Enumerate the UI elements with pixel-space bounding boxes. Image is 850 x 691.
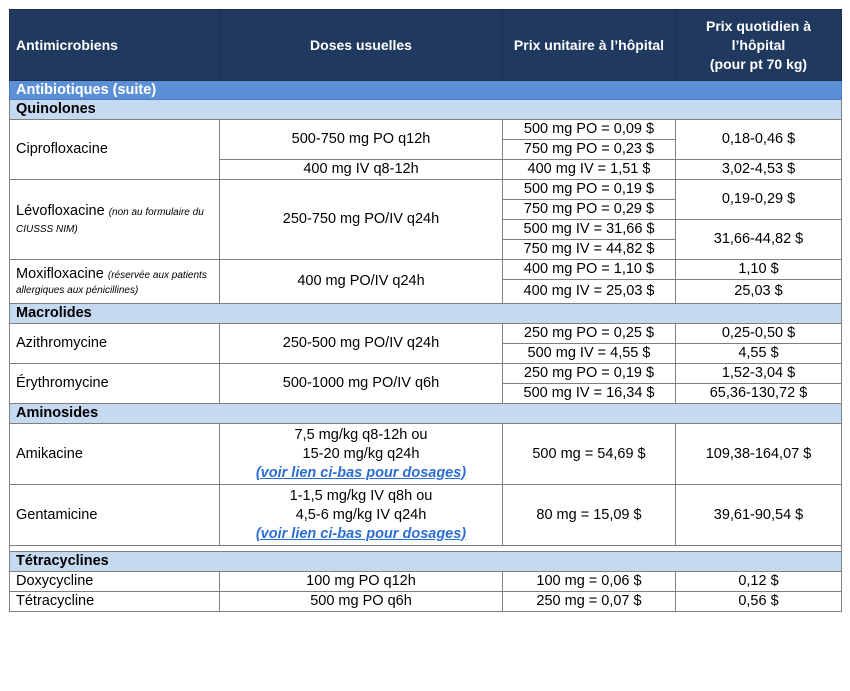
drug-name-doxycycline: Doxycycline (10, 572, 220, 592)
dose-cell: 100 mg PO q12h (220, 572, 503, 592)
unit-price-cell: 500 mg IV = 4,55 $ (503, 344, 676, 364)
category-row-macrolides (10, 304, 842, 324)
unit-price-cell: 100 mg = 0,06 $ (503, 572, 676, 592)
daily-price-cell: 1,52-3,04 $ (676, 364, 842, 384)
dose-cell (220, 424, 503, 485)
header-prix-quotidien-line2: l’hôpital (731, 36, 786, 53)
unit-price-cell: 500 mg IV = 31,66 $ (503, 220, 676, 240)
daily-price-cell: 1,10 $ (676, 260, 842, 280)
section-title: Antibiotiques (suite) (10, 81, 842, 100)
daily-price-cell: 0,19-0,29 $ (676, 180, 842, 220)
unit-price-cell: 250 mg = 0,07 $ (503, 592, 676, 612)
unit-price-cell: 250 mg PO = 0,19 $ (503, 364, 676, 384)
dose-cell: 500 mg PO q6h (220, 592, 503, 612)
dose-cell: 250-500 mg PO/IV q24h (220, 324, 503, 364)
header-prix-unitaire: Prix unitaire à l’hôpital (503, 10, 676, 81)
unit-price-cell: 750 mg PO = 0,23 $ (503, 140, 676, 160)
category-title-tetracyclines: Tétracyclines (10, 552, 842, 572)
dose-cell: 250-750 mg PO/IV q24h (220, 180, 503, 260)
header-row (10, 10, 842, 81)
header-prix-quotidien-line3: (pour pt 70 kg) (709, 55, 808, 72)
unit-price-cell: 500 mg = 54,69 $ (503, 424, 676, 485)
drug-name-amikacine: Amikacine (10, 424, 220, 485)
daily-price-cell: 25,03 $ (676, 280, 842, 304)
section-row-antibiotiques (10, 81, 842, 100)
drug-note: (réservée aux patients allergiques aux pénicillines) (16, 269, 207, 296)
daily-price-cell: 39,61-90,54 $ (676, 485, 842, 546)
daily-price-cell: 109,38-164,07 $ (676, 424, 842, 485)
unit-price-cell: 500 mg PO = 0,09 $ (503, 120, 676, 140)
unit-price-cell: 400 mg IV = 1,51 $ (503, 160, 676, 180)
category-row-quinolones (10, 100, 842, 120)
drug-name-erythromycine: Érythromycine (10, 364, 220, 404)
category-title-macrolides: Macrolides (10, 304, 842, 324)
table-row (10, 364, 842, 384)
unit-price-cell: 750 mg PO = 0,29 $ (503, 200, 676, 220)
category-row-tetracyclines (10, 552, 842, 572)
daily-price-cell: 0,56 $ (676, 592, 842, 612)
unit-price-cell: 400 mg PO = 1,10 $ (503, 260, 676, 280)
daily-price-cell: 0,12 $ (676, 572, 842, 592)
dose-line: 15-20 mg/kg q24h (302, 445, 420, 462)
unit-price-cell: 500 mg IV = 16,34 $ (503, 384, 676, 404)
drug-name-ciprofloxacine: Ciprofloxacine (10, 120, 220, 180)
table-row (10, 120, 842, 140)
daily-price-cell: 31,66-44,82 $ (676, 220, 842, 260)
antimicrobial-price-table (9, 9, 842, 612)
header-doses: Doses usuelles (220, 10, 503, 81)
table-row (10, 485, 842, 546)
dosage-link[interactable]: (voir lien ci-bas pour dosages) (255, 464, 467, 481)
drug-name-azithromycine: Azithromycine (10, 324, 220, 364)
table-row (10, 180, 842, 200)
unit-price-cell: 500 mg PO = 0,19 $ (503, 180, 676, 200)
dosage-link[interactable]: (voir lien ci-bas pour dosages) (255, 525, 467, 542)
category-row-aminosides (10, 404, 842, 424)
daily-price-cell: 0,25-0,50 $ (676, 324, 842, 344)
table-row (10, 260, 842, 280)
unit-price-cell: 400 mg IV = 25,03 $ (503, 280, 676, 304)
daily-price-cell: 65,36-130,72 $ (676, 384, 842, 404)
drug-name-levofloxacine-cell (10, 180, 220, 260)
header-prix-quotidien (676, 10, 842, 81)
unit-price-cell: 750 mg IV = 44,82 $ (503, 240, 676, 260)
drug-price-table-container (9, 9, 841, 612)
dose-cell: 400 mg IV q8-12h (220, 160, 503, 180)
header-antimicrobiens: Antimicrobiens (10, 10, 220, 81)
category-title-aminosides: Aminosides (10, 404, 842, 424)
dose-cell: 500-1000 mg PO/IV q6h (220, 364, 503, 404)
drug-note: (non au formulaire du CIUSSS NIM) (16, 206, 204, 235)
category-title-quinolones: Quinolones (10, 100, 842, 120)
dose-line: 7,5 mg/kg q8-12h ou (294, 426, 428, 443)
unit-price-cell: 250 mg PO = 0,25 $ (503, 324, 676, 344)
table-row (10, 424, 842, 485)
drug-name-moxifloxacine: Moxifloxacine (16, 265, 104, 282)
dose-cell: 400 mg PO/IV q24h (220, 260, 503, 304)
daily-price-cell: 0,18-0,46 $ (676, 120, 842, 160)
daily-price-cell: 4,55 $ (676, 344, 842, 364)
table-row (10, 324, 842, 344)
drug-name-tetracycline: Tétracycline (10, 592, 220, 612)
table-row (10, 572, 842, 592)
drug-name-moxifloxacine-cell (10, 260, 220, 304)
dose-line: 1-1,5 mg/kg IV q8h ou (289, 487, 433, 504)
dose-cell (220, 485, 503, 546)
daily-price-cell: 3,02-4,53 $ (676, 160, 842, 180)
table-row (10, 592, 842, 612)
drug-name-gentamicine: Gentamicine (10, 485, 220, 546)
unit-price-cell: 80 mg = 15,09 $ (503, 485, 676, 546)
drug-name-levofloxacine: Lévofloxacine (16, 202, 105, 219)
dose-cell: 500-750 mg PO q12h (220, 120, 503, 160)
header-prix-quotidien-line1: Prix quotidien à (705, 17, 811, 34)
dose-line: 4,5-6 mg/kg IV q24h (295, 506, 427, 523)
